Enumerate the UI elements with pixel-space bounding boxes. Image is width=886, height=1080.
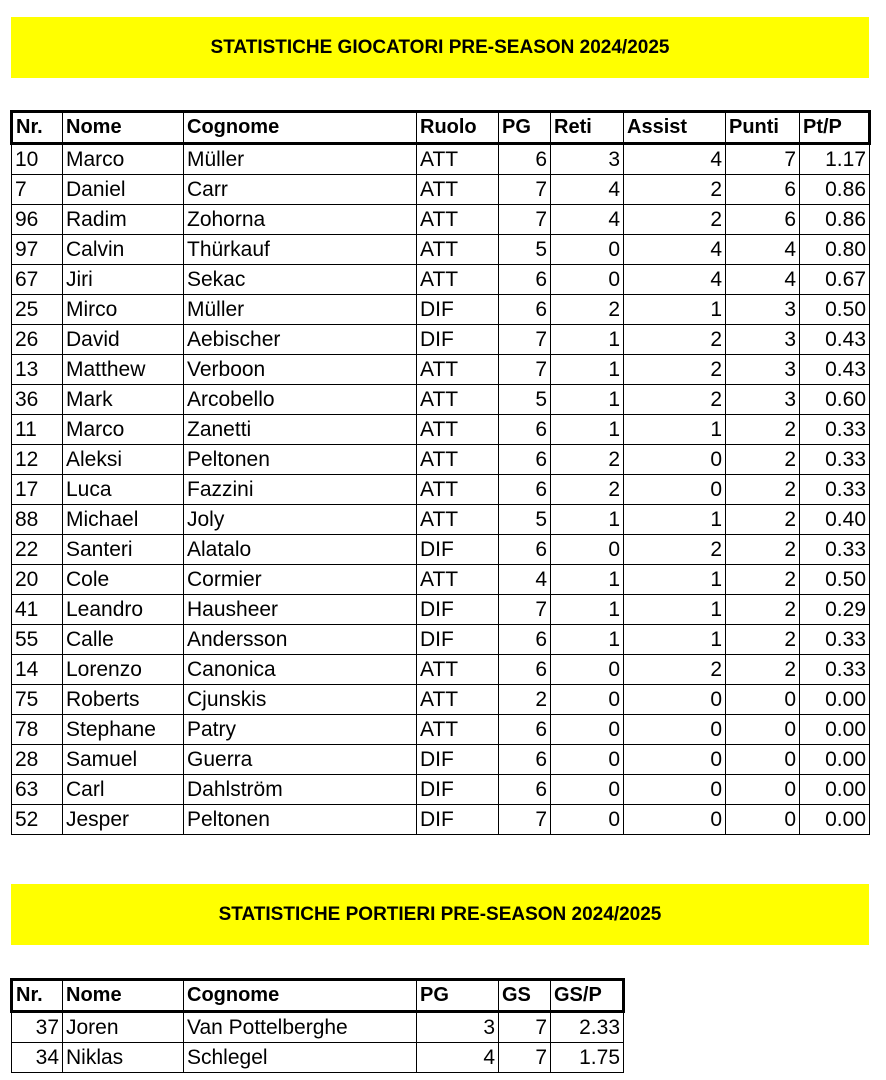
goalies-column-header: Nome xyxy=(63,980,184,1012)
players-cell: 6 xyxy=(499,655,551,685)
players-cell: 6 xyxy=(499,144,551,175)
players-cell: Samuel xyxy=(63,745,184,775)
players-cell: Daniel xyxy=(63,175,184,205)
players-cell: 0 xyxy=(551,265,624,295)
players-cell: Thürkauf xyxy=(184,235,417,265)
players-cell: 4 xyxy=(499,565,551,595)
players-cell: 0 xyxy=(551,685,624,715)
players-cell: 88 xyxy=(12,505,63,535)
players-cell: Aleksi xyxy=(63,445,184,475)
players-cell: ATT xyxy=(417,505,499,535)
players-cell: 4 xyxy=(726,265,800,295)
table-row xyxy=(12,625,870,655)
players-cell: Radim xyxy=(63,205,184,235)
table-row xyxy=(12,325,870,355)
players-cell: 7 xyxy=(499,595,551,625)
players-cell: Jesper xyxy=(63,805,184,835)
players-cell: Peltonen xyxy=(184,805,417,835)
players-cell: 20 xyxy=(12,565,63,595)
table-row xyxy=(12,355,870,385)
players-cell: Aebischer xyxy=(184,325,417,355)
players-column-header: Nome xyxy=(63,112,184,144)
players-column-header: Nr. xyxy=(12,112,63,144)
goalies-stats-table xyxy=(10,978,625,1073)
players-cell: 5 xyxy=(499,385,551,415)
players-cell: 0 xyxy=(551,745,624,775)
players-cell: 7 xyxy=(499,805,551,835)
players-cell: DIF xyxy=(417,325,499,355)
players-cell: 3 xyxy=(726,295,800,325)
players-cell: 67 xyxy=(12,265,63,295)
players-cell: 2 xyxy=(624,385,726,415)
players-cell: ATT xyxy=(417,565,499,595)
players-cell: 6 xyxy=(726,205,800,235)
players-cell: 2 xyxy=(624,325,726,355)
table-row xyxy=(12,535,870,565)
players-cell: 7 xyxy=(499,175,551,205)
players-cell: 7 xyxy=(499,355,551,385)
players-cell: ATT xyxy=(417,685,499,715)
players-cell: Cjunskis xyxy=(184,685,417,715)
players-cell: 75 xyxy=(12,685,63,715)
players-cell: 1 xyxy=(551,505,624,535)
players-cell: 2 xyxy=(726,625,800,655)
players-cell: 1 xyxy=(551,625,624,655)
players-cell: ATT xyxy=(417,475,499,505)
players-cell: 6 xyxy=(499,535,551,565)
players-cell: 0 xyxy=(624,745,726,775)
players-cell: 13 xyxy=(12,355,63,385)
players-cell: 2 xyxy=(726,535,800,565)
goalies-body xyxy=(12,1012,624,1073)
goalies-cell: 37 xyxy=(12,1012,63,1043)
players-cell: DIF xyxy=(417,805,499,835)
goalies-title: STATISTICHE PORTIERI PRE-SEASON 2024/2025 xyxy=(218,903,662,925)
goalies-title-banner xyxy=(11,884,869,945)
players-cell: Guerra xyxy=(184,745,417,775)
goalies-column-header: GS xyxy=(499,980,551,1012)
players-cell: 78 xyxy=(12,715,63,745)
players-stats-table xyxy=(10,110,871,835)
players-cell: 6 xyxy=(499,295,551,325)
players-cell: 2 xyxy=(624,535,726,565)
players-cell: 7 xyxy=(726,144,800,175)
players-cell: 2 xyxy=(499,685,551,715)
players-column-header: Assist xyxy=(624,112,726,144)
players-cell: 2 xyxy=(726,505,800,535)
goalies-cell: Joren xyxy=(63,1012,184,1043)
players-cell: 0.43 xyxy=(800,355,870,385)
players-cell: Sekac xyxy=(184,265,417,295)
players-cell: Marco xyxy=(63,415,184,445)
table-row xyxy=(12,385,870,415)
players-cell: 1 xyxy=(551,355,624,385)
players-cell: Luca xyxy=(63,475,184,505)
goalies-column-header: Nr. xyxy=(12,980,63,1012)
players-cell: 0 xyxy=(551,715,624,745)
table-row xyxy=(12,445,870,475)
players-cell: ATT xyxy=(417,205,499,235)
players-cell: 0.50 xyxy=(800,565,870,595)
players-cell: 0 xyxy=(624,775,726,805)
players-cell: 0.33 xyxy=(800,535,870,565)
players-cell: Fazzini xyxy=(184,475,417,505)
players-cell: Santeri xyxy=(63,535,184,565)
players-cell: 0.33 xyxy=(800,625,870,655)
players-cell: 0 xyxy=(726,775,800,805)
players-cell: Lorenzo xyxy=(63,655,184,685)
players-cell: 6 xyxy=(499,745,551,775)
players-cell: 2 xyxy=(551,445,624,475)
players-cell: 7 xyxy=(499,205,551,235)
table-row xyxy=(12,655,870,685)
players-cell: Stephane xyxy=(63,715,184,745)
players-cell: 2 xyxy=(726,475,800,505)
players-cell: Dahlström xyxy=(184,775,417,805)
players-cell: 1 xyxy=(624,505,726,535)
table-row xyxy=(12,685,870,715)
players-cell: 0.50 xyxy=(800,295,870,325)
players-cell: 0.33 xyxy=(800,655,870,685)
players-cell: 2 xyxy=(551,295,624,325)
table-row xyxy=(12,415,870,445)
players-cell: Michael xyxy=(63,505,184,535)
players-column-header: PG xyxy=(499,112,551,144)
players-cell: 3 xyxy=(726,325,800,355)
players-cell: 1 xyxy=(551,415,624,445)
players-cell: 2 xyxy=(624,175,726,205)
table-row xyxy=(12,595,870,625)
players-cell: 0 xyxy=(551,655,624,685)
table-row xyxy=(12,265,870,295)
players-cell: Leandro xyxy=(63,595,184,625)
players-cell: 6 xyxy=(726,175,800,205)
players-cell: Canonica xyxy=(184,655,417,685)
players-cell: 2 xyxy=(726,655,800,685)
players-cell: ATT xyxy=(417,175,499,205)
players-cell: 6 xyxy=(499,415,551,445)
players-cell: Calvin xyxy=(63,235,184,265)
players-cell: 1 xyxy=(624,415,726,445)
players-cell: Mirco xyxy=(63,295,184,325)
players-cell: Müller xyxy=(184,144,417,175)
goalies-cell: 4 xyxy=(417,1043,499,1073)
goalies-cell: 7 xyxy=(499,1012,551,1043)
players-cell: David xyxy=(63,325,184,355)
table-row xyxy=(12,144,870,175)
players-cell: Arcobello xyxy=(184,385,417,415)
players-column-header: Ruolo xyxy=(417,112,499,144)
players-cell: Mark xyxy=(63,385,184,415)
table-row xyxy=(12,505,870,535)
players-title: STATISTICHE GIOCATORI PRE-SEASON 2024/2025 xyxy=(210,36,670,58)
players-cell: 0 xyxy=(551,235,624,265)
players-cell: 0.60 xyxy=(800,385,870,415)
players-cell: Cole xyxy=(63,565,184,595)
table-row xyxy=(12,295,870,325)
players-cell: 0.00 xyxy=(800,775,870,805)
players-cell: 0 xyxy=(624,805,726,835)
players-cell: ATT xyxy=(417,415,499,445)
players-body xyxy=(12,144,870,835)
players-cell: 1 xyxy=(624,565,726,595)
players-cell: 6 xyxy=(499,715,551,745)
players-cell: DIF xyxy=(417,625,499,655)
players-cell: 17 xyxy=(12,475,63,505)
players-cell: 0.00 xyxy=(800,685,870,715)
players-cell: 0 xyxy=(624,715,726,745)
players-cell: 12 xyxy=(12,445,63,475)
players-cell: 97 xyxy=(12,235,63,265)
players-cell: Cormier xyxy=(184,565,417,595)
goalies-cell: 3 xyxy=(417,1012,499,1043)
players-cell: 5 xyxy=(499,235,551,265)
players-cell: Roberts xyxy=(63,685,184,715)
players-cell: 2 xyxy=(551,475,624,505)
players-cell: Peltonen xyxy=(184,445,417,475)
players-cell: ATT xyxy=(417,355,499,385)
players-column-header: Punti xyxy=(726,112,800,144)
players-cell: 22 xyxy=(12,535,63,565)
goalies-cell: 34 xyxy=(12,1043,63,1073)
players-title-banner xyxy=(11,17,869,78)
players-cell: 11 xyxy=(12,415,63,445)
players-cell: 41 xyxy=(12,595,63,625)
players-cell: 4 xyxy=(624,235,726,265)
players-cell: 14 xyxy=(12,655,63,685)
players-cell: 7 xyxy=(499,325,551,355)
goalies-cell: 7 xyxy=(499,1043,551,1073)
goalies-column-header: GS/P xyxy=(551,980,624,1012)
players-cell: 2 xyxy=(726,595,800,625)
players-cell: 0.67 xyxy=(800,265,870,295)
players-cell: DIF xyxy=(417,775,499,805)
players-cell: 36 xyxy=(12,385,63,415)
players-cell: 0.80 xyxy=(800,235,870,265)
players-cell: 1 xyxy=(551,325,624,355)
players-cell: 0.40 xyxy=(800,505,870,535)
table-row xyxy=(12,1043,624,1073)
players-cell: 2 xyxy=(624,655,726,685)
players-cell: 0 xyxy=(624,475,726,505)
players-cell: ATT xyxy=(417,235,499,265)
players-cell: 0.29 xyxy=(800,595,870,625)
players-cell: 1.17 xyxy=(800,144,870,175)
players-cell: ATT xyxy=(417,655,499,685)
table-row xyxy=(12,235,870,265)
players-cell: DIF xyxy=(417,535,499,565)
players-cell: Zanetti xyxy=(184,415,417,445)
players-cell: 0.33 xyxy=(800,475,870,505)
table-row xyxy=(12,1012,624,1043)
players-cell: ATT xyxy=(417,715,499,745)
table-row xyxy=(12,175,870,205)
players-cell: 4 xyxy=(624,144,726,175)
table-row xyxy=(12,565,870,595)
goalies-cell: Niklas xyxy=(63,1043,184,1073)
players-cell: ATT xyxy=(417,385,499,415)
players-cell: DIF xyxy=(417,295,499,325)
players-cell: 0.00 xyxy=(800,715,870,745)
players-cell: Jiri xyxy=(63,265,184,295)
players-cell: 0.00 xyxy=(800,805,870,835)
players-cell: 1 xyxy=(624,595,726,625)
players-cell: Marco xyxy=(63,144,184,175)
players-cell: 3 xyxy=(726,385,800,415)
goalies-cell: Van Pottelberghe xyxy=(184,1012,417,1043)
players-cell: 0.86 xyxy=(800,205,870,235)
players-cell: 5 xyxy=(499,505,551,535)
players-cell: ATT xyxy=(417,144,499,175)
players-cell: Verboon xyxy=(184,355,417,385)
goalies-cell: 2.33 xyxy=(551,1012,624,1043)
players-cell: 6 xyxy=(499,265,551,295)
players-cell: 6 xyxy=(499,625,551,655)
players-cell: 0 xyxy=(726,745,800,775)
goalies-cell: Schlegel xyxy=(184,1043,417,1073)
players-cell: 2 xyxy=(624,205,726,235)
players-cell: 26 xyxy=(12,325,63,355)
players-cell: 0 xyxy=(624,445,726,475)
players-cell: 1 xyxy=(551,385,624,415)
players-cell: Andersson xyxy=(184,625,417,655)
players-cell: 3 xyxy=(726,355,800,385)
players-cell: 6 xyxy=(499,445,551,475)
players-cell: 1 xyxy=(551,565,624,595)
players-cell: Matthew xyxy=(63,355,184,385)
players-cell: 3 xyxy=(551,144,624,175)
players-cell: Zohorna xyxy=(184,205,417,235)
players-cell: 0 xyxy=(624,685,726,715)
players-cell: 1 xyxy=(624,295,726,325)
players-cell: 63 xyxy=(12,775,63,805)
players-cell: 0 xyxy=(551,535,624,565)
players-cell: 6 xyxy=(499,475,551,505)
table-row xyxy=(12,715,870,745)
players-cell: DIF xyxy=(417,745,499,775)
players-cell: ATT xyxy=(417,265,499,295)
goalies-column-header: Cognome xyxy=(184,980,417,1012)
players-cell: 0.86 xyxy=(800,175,870,205)
players-cell: DIF xyxy=(417,595,499,625)
players-cell: 1 xyxy=(551,595,624,625)
table-row xyxy=(12,805,870,835)
players-cell: 7 xyxy=(12,175,63,205)
players-cell: Carr xyxy=(184,175,417,205)
table-row xyxy=(12,775,870,805)
players-cell: 1 xyxy=(624,625,726,655)
players-cell: 0.33 xyxy=(800,445,870,475)
players-cell: 52 xyxy=(12,805,63,835)
table-row xyxy=(12,475,870,505)
goalies-column-header: PG xyxy=(417,980,499,1012)
players-cell: 25 xyxy=(12,295,63,325)
players-cell: 4 xyxy=(551,175,624,205)
players-cell: 96 xyxy=(12,205,63,235)
players-cell: 0.33 xyxy=(800,415,870,445)
goalies-header-row xyxy=(12,980,624,1012)
table-row xyxy=(12,745,870,775)
players-cell: 2 xyxy=(726,415,800,445)
players-cell: 0 xyxy=(726,805,800,835)
players-cell: 0 xyxy=(726,715,800,745)
players-cell: Alatalo xyxy=(184,535,417,565)
players-cell: Carl xyxy=(63,775,184,805)
players-cell: Joly xyxy=(184,505,417,535)
players-cell: 0 xyxy=(551,805,624,835)
players-cell: Calle xyxy=(63,625,184,655)
players-cell: 0.00 xyxy=(800,745,870,775)
players-cell: 0 xyxy=(551,775,624,805)
players-cell: 4 xyxy=(551,205,624,235)
players-cell: 2 xyxy=(726,445,800,475)
players-cell: Patry xyxy=(184,715,417,745)
players-cell: 0.43 xyxy=(800,325,870,355)
players-cell: 2 xyxy=(726,565,800,595)
players-column-header: Cognome xyxy=(184,112,417,144)
players-column-header: Pt/P xyxy=(800,112,870,144)
players-cell: 2 xyxy=(624,355,726,385)
players-cell: 10 xyxy=(12,144,63,175)
players-header-row xyxy=(12,112,870,144)
players-cell: Hausheer xyxy=(184,595,417,625)
players-cell: ATT xyxy=(417,445,499,475)
table-row xyxy=(12,205,870,235)
players-cell: 6 xyxy=(499,775,551,805)
goalies-cell: 1.75 xyxy=(551,1043,624,1073)
players-cell: 0 xyxy=(726,685,800,715)
players-column-header: Reti xyxy=(551,112,624,144)
players-cell: 55 xyxy=(12,625,63,655)
players-cell: 28 xyxy=(12,745,63,775)
players-cell: 4 xyxy=(726,235,800,265)
players-cell: 4 xyxy=(624,265,726,295)
players-cell: Müller xyxy=(184,295,417,325)
